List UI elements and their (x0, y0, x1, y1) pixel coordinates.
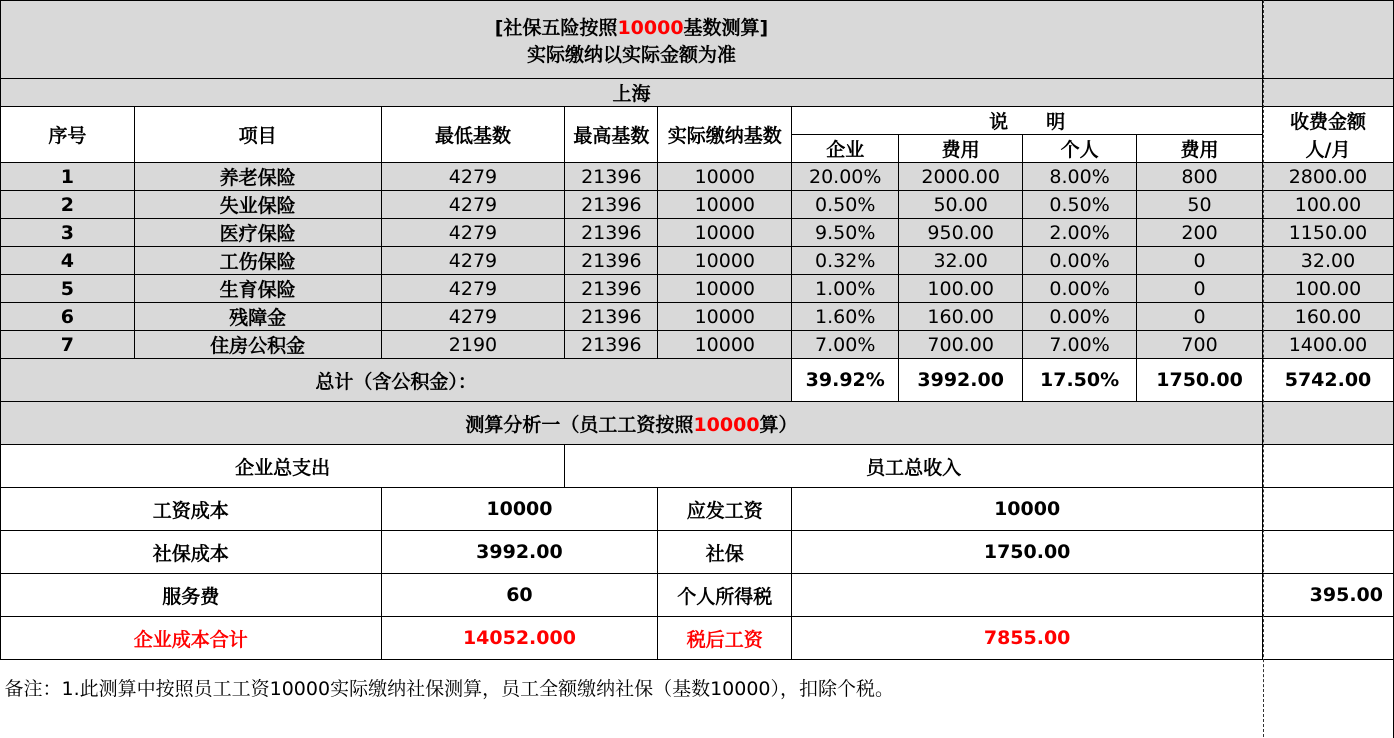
row-min-base[interactable]: 4279 (381, 303, 565, 331)
company-cost-total-value[interactable]: 14052.000 (381, 617, 658, 660)
income-label[interactable]: 个人所得税 (658, 574, 792, 617)
row-personal-fee[interactable]: 800 (1137, 163, 1263, 191)
empty-cell[interactable] (1262, 1, 1393, 79)
income-value[interactable]: 1750.00 (792, 531, 1263, 574)
row-min-base[interactable]: 2190 (381, 331, 565, 359)
row-max-base[interactable]: 21396 (565, 219, 658, 247)
row-personal-rate[interactable]: 0.00% (1023, 303, 1137, 331)
col-header-monthly-1[interactable]: 收费金额 (1262, 107, 1393, 135)
analysis-title-suffix: 算） (759, 413, 798, 436)
row-company-rate[interactable]: 20.00% (792, 163, 899, 191)
income-label[interactable]: 应发工资 (658, 488, 792, 531)
row-actual-base[interactable]: 10000 (658, 163, 792, 191)
col-header-company-fee[interactable]: 费用 (899, 135, 1023, 163)
col-header-seq[interactable]: 序号 (1, 107, 135, 163)
row-seq[interactable]: 4 (1, 247, 135, 275)
income-label[interactable]: 社保 (658, 531, 792, 574)
row-seq[interactable]: 5 (1, 275, 135, 303)
row-seq[interactable]: 3 (1, 219, 135, 247)
row-personal-rate[interactable]: 7.00% (1023, 331, 1137, 359)
row-personal-fee[interactable]: 700 (1137, 331, 1263, 359)
net-salary-value[interactable]: 7855.00 (792, 617, 1263, 660)
row-item[interactable]: 残障金 (134, 303, 381, 331)
totals-company-rate[interactable]: 39.92% (792, 359, 899, 402)
row-company-fee[interactable]: 950.00 (899, 219, 1023, 247)
title-highlight: 10000 (617, 16, 684, 39)
analysis-title[interactable] (1, 402, 1263, 445)
col-header-item[interactable]: 项目 (134, 107, 381, 163)
row-company-rate[interactable]: 1.00% (792, 275, 899, 303)
row-item[interactable]: 工伤保险 (134, 247, 381, 275)
row-monthly-total[interactable]: 32.00 (1262, 247, 1393, 275)
row-company-rate[interactable]: 7.00% (792, 331, 899, 359)
totals-personal-fee[interactable]: 1750.00 (1137, 359, 1263, 402)
analysis-row (1, 531, 1394, 574)
income-value[interactable]: 10000 (792, 488, 1263, 531)
row-monthly-total[interactable]: 160.00 (1262, 303, 1393, 331)
company-expense-header[interactable]: 企业总支出 (1, 445, 565, 488)
col-header-company[interactable]: 企业 (792, 135, 899, 163)
table-row (1, 303, 1394, 331)
title-prefix: [社保五险按照 (494, 16, 618, 39)
table-row (1, 191, 1394, 219)
row-seq[interactable]: 6 (1, 303, 135, 331)
col-header-explain[interactable]: 说 明 (792, 107, 1263, 135)
row-company-fee[interactable]: 50.00 (899, 191, 1023, 219)
totals-personal-rate[interactable]: 17.50% (1023, 359, 1137, 402)
col-header-min-base[interactable]: 最低基数 (381, 107, 565, 163)
region-cell[interactable]: 上海 (1, 79, 1263, 107)
row-company-rate[interactable]: 0.32% (792, 247, 899, 275)
totals-monthly[interactable]: 5742.00 (1262, 359, 1393, 402)
expense-label[interactable]: 服务费 (1, 574, 382, 617)
row-personal-fee[interactable]: 0 (1137, 247, 1263, 275)
row-actual-base[interactable]: 10000 (658, 219, 792, 247)
table-row (1, 247, 1394, 275)
row-min-base[interactable]: 4279 (381, 219, 565, 247)
table-row (1, 163, 1394, 191)
row-min-base[interactable]: 4279 (381, 247, 565, 275)
row-item[interactable]: 养老保险 (134, 163, 381, 191)
table-row (1, 219, 1394, 247)
col-header-personal[interactable]: 个人 (1023, 135, 1137, 163)
sheet-title[interactable] (1, 1, 1263, 79)
empty-cell[interactable] (1262, 445, 1393, 488)
extra-value[interactable] (1262, 531, 1393, 574)
net-salary-label[interactable]: 税后工资 (658, 617, 792, 660)
row-company-fee[interactable]: 100.00 (899, 275, 1023, 303)
row-personal-fee[interactable]: 200 (1137, 219, 1263, 247)
row-personal-fee[interactable]: 50 (1137, 191, 1263, 219)
empty-cell[interactable] (1262, 402, 1393, 445)
row-min-base[interactable]: 4279 (381, 163, 565, 191)
table-row (1, 331, 1394, 359)
row-item[interactable]: 住房公积金 (134, 331, 381, 359)
row-monthly-total[interactable]: 1400.00 (1262, 331, 1393, 359)
row-actual-base[interactable]: 10000 (658, 331, 792, 359)
row-personal-rate[interactable]: 0.00% (1023, 247, 1137, 275)
row-seq[interactable]: 7 (1, 331, 135, 359)
row-actual-base[interactable]: 10000 (658, 191, 792, 219)
row-monthly-total[interactable]: 100.00 (1262, 275, 1393, 303)
row-seq[interactable]: 1 (1, 163, 135, 191)
col-header-actual-base[interactable]: 实际缴纳基数 (658, 107, 792, 163)
extra-value[interactable]: 395.00 (1262, 574, 1393, 617)
note-cell[interactable]: 备注：1.此测算中按照员工工资10000实际缴纳社保测算，员工全额缴纳社保（基数10000），扣除个税。 (1, 660, 1394, 738)
sheet-subtitle: 实际缴纳以实际金额为准 (526, 43, 736, 66)
expense-value[interactable]: 10000 (381, 488, 658, 531)
expense-value[interactable]: 60 (381, 574, 658, 617)
row-monthly-total[interactable]: 2800.00 (1262, 163, 1393, 191)
row-personal-fee[interactable]: 0 (1137, 275, 1263, 303)
employee-income-header[interactable]: 员工总收入 (565, 445, 1263, 488)
row-max-base[interactable]: 21396 (565, 331, 658, 359)
col-header-monthly-2[interactable]: 人/月 (1262, 135, 1393, 163)
row-company-fee[interactable]: 32.00 (899, 247, 1023, 275)
row-seq[interactable]: 2 (1, 191, 135, 219)
row-max-base[interactable]: 21396 (565, 191, 658, 219)
expense-label[interactable]: 工资成本 (1, 488, 382, 531)
row-actual-base[interactable]: 10000 (658, 303, 792, 331)
analysis-row (1, 574, 1394, 617)
totals-company-fee[interactable]: 3992.00 (899, 359, 1023, 402)
row-company-fee[interactable]: 700.00 (899, 331, 1023, 359)
title-suffix: 基数测算] (683, 16, 769, 39)
row-max-base[interactable]: 21396 (565, 247, 658, 275)
row-personal-rate[interactable]: 0.00% (1023, 275, 1137, 303)
row-item[interactable]: 生育保险 (134, 275, 381, 303)
table-row (1, 275, 1394, 303)
row-actual-base[interactable]: 10000 (658, 275, 792, 303)
row-monthly-total[interactable]: 1150.00 (1262, 219, 1393, 247)
row-item[interactable]: 医疗保险 (134, 219, 381, 247)
row-monthly-total[interactable]: 100.00 (1262, 191, 1393, 219)
analysis-title-highlight: 10000 (693, 413, 760, 436)
row-max-base[interactable]: 21396 (565, 275, 658, 303)
expense-label[interactable]: 社保成本 (1, 531, 382, 574)
totals-label[interactable]: 总计（含公积金）： (1, 359, 792, 402)
row-item[interactable]: 失业保险 (134, 191, 381, 219)
income-value[interactable] (792, 574, 1263, 617)
empty-cell[interactable] (1262, 617, 1393, 660)
row-company-rate[interactable]: 9.50% (792, 219, 899, 247)
row-personal-rate[interactable]: 0.50% (1023, 191, 1137, 219)
company-cost-total-label[interactable]: 企业成本合计 (1, 617, 382, 660)
analysis-row (1, 488, 1394, 531)
col-header-max-base[interactable]: 最高基数 (565, 107, 658, 163)
row-company-fee[interactable]: 160.00 (899, 303, 1023, 331)
row-min-base[interactable]: 4279 (381, 191, 565, 219)
analysis-title-prefix: 测算分析一（员工工资按照 (465, 413, 694, 436)
row-personal-fee[interactable]: 0 (1137, 303, 1263, 331)
row-max-base[interactable]: 21396 (565, 303, 658, 331)
row-max-base[interactable]: 21396 (565, 163, 658, 191)
row-personal-rate[interactable]: 2.00% (1023, 219, 1137, 247)
col-header-personal-fee[interactable]: 费用 (1137, 135, 1263, 163)
row-personal-rate[interactable]: 8.00% (1023, 163, 1137, 191)
row-min-base[interactable]: 4279 (381, 275, 565, 303)
expense-value[interactable]: 3992.00 (381, 531, 658, 574)
row-company-rate[interactable]: 1.60% (792, 303, 899, 331)
row-company-rate[interactable]: 0.50% (792, 191, 899, 219)
row-company-fee[interactable]: 2000.00 (899, 163, 1023, 191)
extra-value[interactable] (1262, 488, 1393, 531)
row-actual-base[interactable]: 10000 (658, 247, 792, 275)
empty-cell[interactable] (1262, 79, 1393, 107)
